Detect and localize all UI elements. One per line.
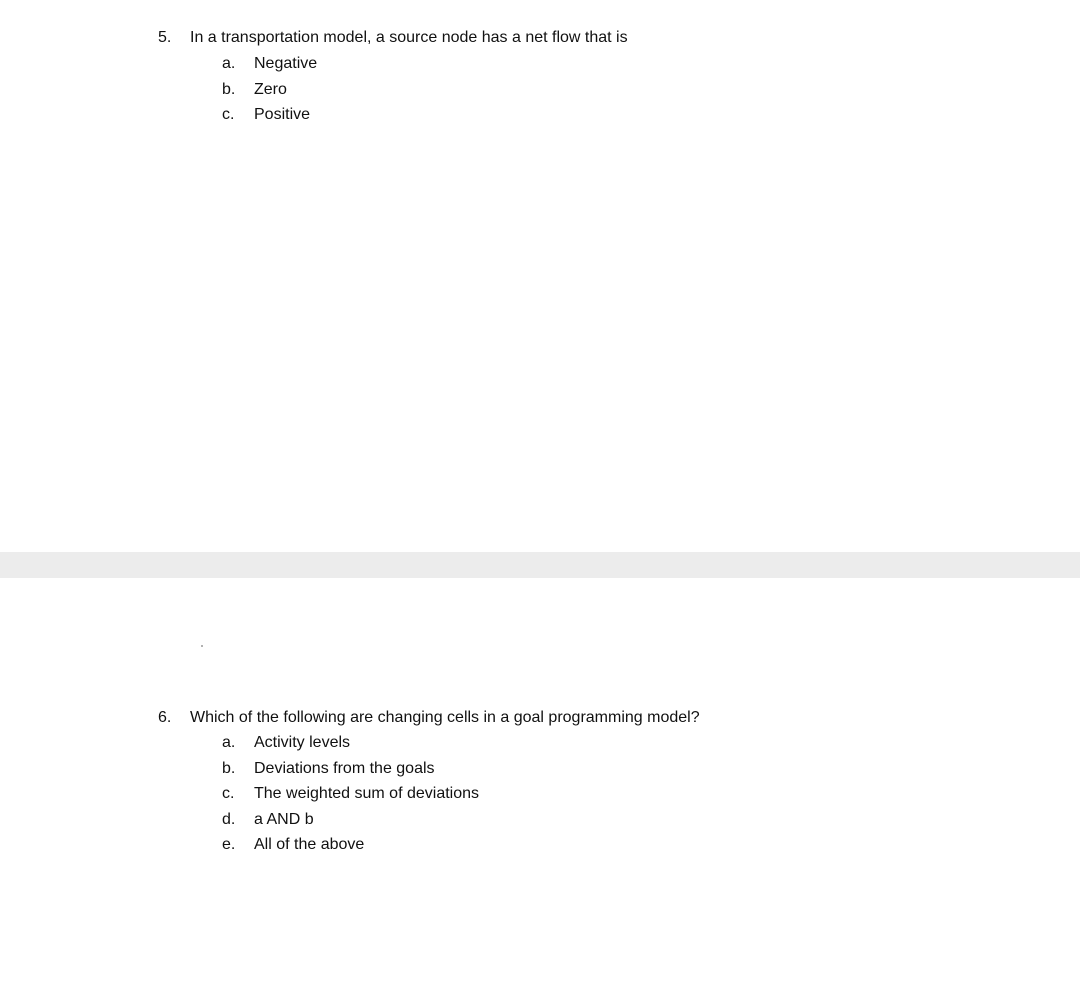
option-text: a AND b xyxy=(254,810,314,828)
option-letter: a. xyxy=(222,734,236,751)
question-text: Which of the following are changing cells in a goal programming model? xyxy=(190,709,700,726)
option-letter: d. xyxy=(222,810,236,828)
option-letter: b. xyxy=(222,80,236,98)
option-a xyxy=(222,54,317,80)
question-6 xyxy=(158,708,700,728)
question-number: 5. xyxy=(158,29,172,46)
question-5 xyxy=(158,28,628,48)
option-letter: a. xyxy=(222,55,236,72)
page-separator xyxy=(0,552,1080,578)
option-c xyxy=(222,105,317,131)
stray-dot xyxy=(201,645,203,647)
question-5-options xyxy=(222,54,317,131)
option-text: All of the above xyxy=(254,836,365,853)
question-text: In a transportation model, a source node has a net flow that is xyxy=(190,29,628,46)
option-b xyxy=(222,759,479,785)
option-letter: c. xyxy=(222,106,235,123)
option-text: The weighted sum of deviations xyxy=(254,785,480,802)
option-letter: e. xyxy=(222,836,236,853)
option-text: Zero xyxy=(254,80,287,98)
question-6-options xyxy=(222,733,479,861)
option-letter: c. xyxy=(222,785,235,802)
option-text: Activity levels xyxy=(254,734,351,751)
option-text: Deviations from the goals xyxy=(254,759,435,777)
option-a xyxy=(222,733,479,759)
option-d xyxy=(222,810,479,836)
option-e xyxy=(222,835,479,861)
question-number: 6. xyxy=(158,709,172,726)
document-page-2 xyxy=(0,578,1080,986)
option-text: Positive xyxy=(254,106,311,123)
option-c xyxy=(222,784,479,810)
option-text: Negative xyxy=(254,55,318,72)
option-b xyxy=(222,80,317,106)
option-letter: b. xyxy=(222,759,236,777)
